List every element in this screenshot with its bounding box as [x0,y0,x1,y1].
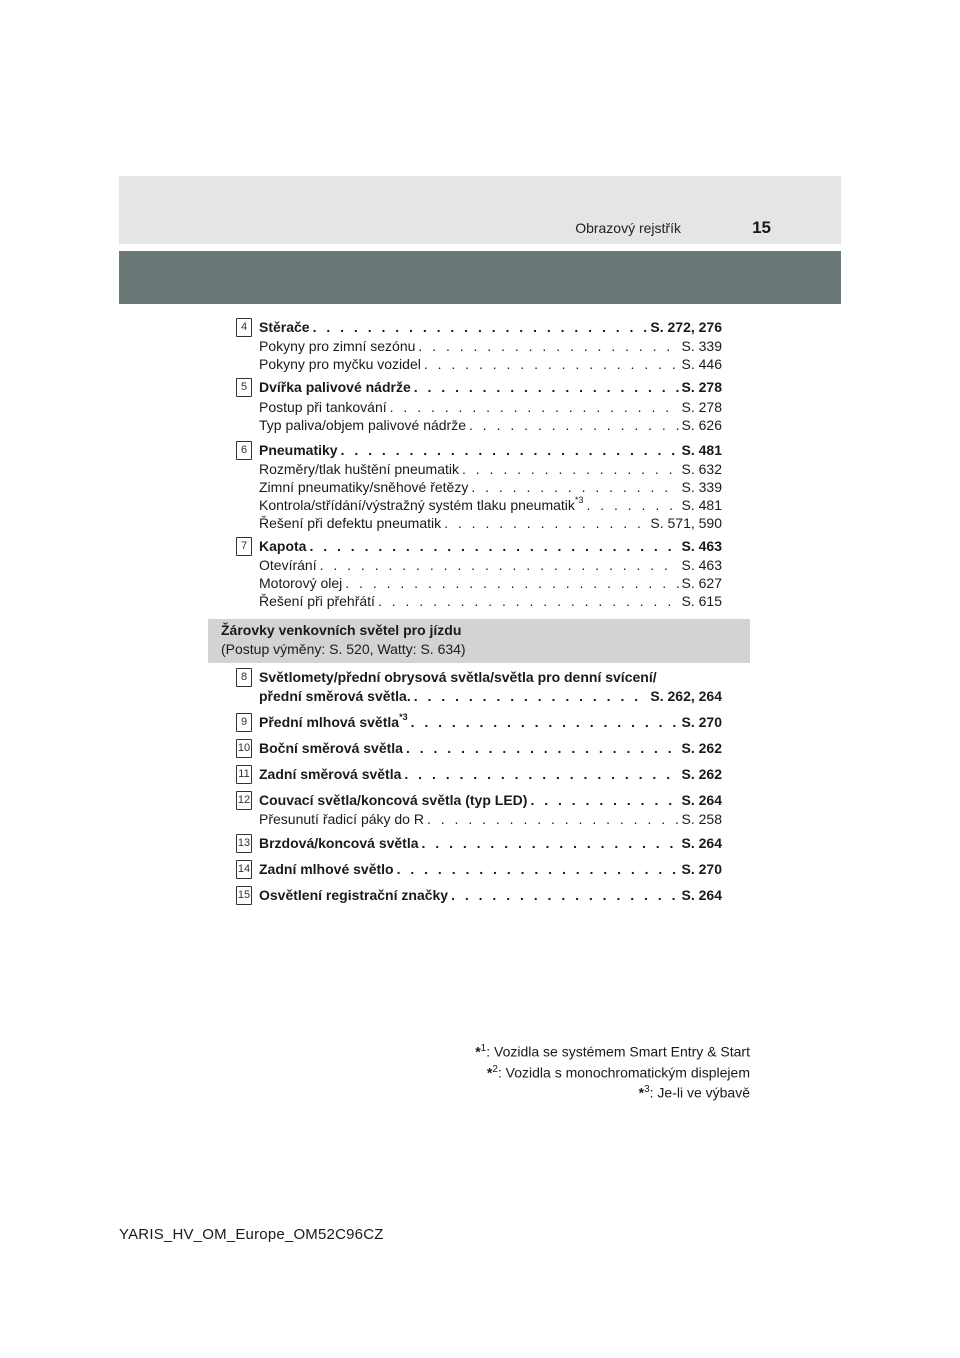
sub-label: Pokyny pro zimní sezónu [259,338,416,354]
entry-sub-line [259,399,722,417]
callout-marker: 5 [236,378,252,397]
page-ref[interactable]: S. 481 [681,497,722,513]
page-ref[interactable]: S. 264 [681,792,722,808]
page-ref[interactable]: S. 339 [681,338,722,354]
entry-sub-line [259,557,722,575]
entry-sub-line [259,461,722,479]
callout-marker: 14 [236,860,252,879]
page-ref[interactable]: S. 262 [681,740,722,756]
section-title: Obrazový rejstřík [575,220,681,236]
page-ref[interactable]: S. 264 [681,835,722,851]
callout-marker: 9 [236,713,252,732]
page-ref[interactable]: S. 446 [681,356,722,372]
sub-label: Přesunutí řadicí páky do R [259,811,424,827]
entry-sub-line [259,593,722,611]
callout-marker: 12 [236,791,252,810]
page-ref[interactable]: S. 481 [681,442,722,458]
page-ref[interactable]: S. 258 [681,811,722,827]
entry-title: Osvětlení registrační značky [259,887,449,903]
sub-label: Řešení při přehřátí [259,593,375,609]
page-ref[interactable]: S. 278 [681,399,722,415]
entry-sub-line [259,338,722,356]
callout-marker: 7 [236,537,252,556]
footnote-mark: *3 [574,495,584,505]
category-note: (Postup výměny: S. 520, Watty: S. 634) [221,641,466,657]
entry-title-line [259,714,722,732]
sub-label: Otevírání [259,557,317,573]
footnotes [475,1040,750,1102]
page-ref[interactable]: S. 339 [681,479,722,495]
document-code: YARIS_HV_OM_Europe_OM52C96CZ [119,1226,384,1243]
sub-label: Typ paliva/objem palivové nádrže [259,417,467,433]
footnote-mark: *3 [399,712,408,722]
header-band [119,251,841,304]
entry-title: Zadní směrová světla [259,766,402,782]
page-ref[interactable]: S. 463 [681,557,722,573]
entry-title-line [259,319,722,337]
entry-title-line [259,792,722,810]
callout-marker: 6 [236,441,252,460]
callout-marker: 15 [236,886,252,905]
entry-title-line [259,766,722,784]
page-ref[interactable]: S. 615 [681,593,722,609]
entry-sub-line [259,811,722,829]
entry-title-line [259,887,722,905]
entry-title: Brzdová/koncová světla [259,835,419,851]
page-ref[interactable]: S. 262, 264 [650,688,722,704]
entry-title-line [259,669,722,687]
entry-title: Stěrače [259,319,310,335]
footnote: *$^1$: Vozidla se systémem Smart Entry & Start [475,1043,750,1060]
entry-title: Kapota [259,538,307,554]
page-ref[interactable]: S. 270 [681,714,722,730]
entry-title-line [259,835,722,853]
entry-title-line [259,442,722,460]
entry-title: Boční směrová světla [259,740,403,756]
entry-sub-line [259,515,722,533]
page-ref[interactable]: S. 627 [681,575,722,591]
entry-title-line [259,688,722,706]
entry-sub-line [259,575,722,593]
footnote: *$^3$: Je-li ve výbavě [638,1084,750,1101]
page-ref[interactable]: S. 463 [681,538,722,554]
page-ref[interactable]: S. 262 [681,766,722,782]
entry-title-line1: Světlomety/přední obrysová světla/světla pro denní svícení/ [259,669,657,685]
entry-title-line [259,379,722,397]
callout-marker: 10 [236,739,252,758]
sub-label: Rozměry/tlak huštění pneumatik [259,461,459,477]
entry-title-line [259,740,722,758]
callout-marker: 8 [236,668,252,687]
sub-label: Kontrola/střídání/výstražný systém tlaku pneumatik$^{*3}$ [259,495,584,513]
entry-title: Zadní mlhové světlo [259,861,394,877]
category-box [208,619,750,663]
sub-label: Motorový olej [259,575,343,591]
category-title: Žárovky venkovních světel pro jízdu [221,622,462,638]
page-ref[interactable]: S. 264 [681,887,722,903]
page-ref[interactable]: S. 571, 590 [650,515,722,531]
sub-label: Řešení při defektu pneumatik [259,515,442,531]
entry-title: Pneumatiky [259,442,338,458]
callout-marker: 13 [236,834,252,853]
entry-sub-line [259,356,722,374]
footnote: *$^2$: Vozidla s monochromatickým displejem [486,1063,750,1081]
entry-title: Couvací světla/koncová světla (typ LED) [259,792,528,808]
entry-title: Dvířka palivové nádrže [259,379,411,395]
callout-marker: 4 [236,318,252,337]
page-ref[interactable]: S. 270 [681,861,722,877]
page-number: 15 [752,218,771,237]
page-header [119,176,841,244]
sub-label: Pokyny pro myčku vozidel [259,356,421,372]
entry-sub-line [259,417,722,435]
sub-label: Zimní pneumatiky/sněhové řetězy [259,479,469,495]
sub-label: Postup při tankování [259,399,387,415]
page-ref[interactable]: S. 632 [681,461,722,477]
entry-title: Přední mlhová světla$^{*3}$ [259,712,408,730]
page-ref[interactable]: S. 272, 276 [650,319,722,335]
entry-title-line [259,861,722,879]
page-ref[interactable]: S. 626 [681,417,722,433]
page-ref[interactable]: S. 278 [681,379,722,395]
entry-sub-line [259,497,722,515]
entry-title-line [259,538,722,556]
callout-marker: 11 [236,765,252,784]
entry-title: přední směrová světla. [259,688,411,704]
entry-sub-line [259,479,722,497]
